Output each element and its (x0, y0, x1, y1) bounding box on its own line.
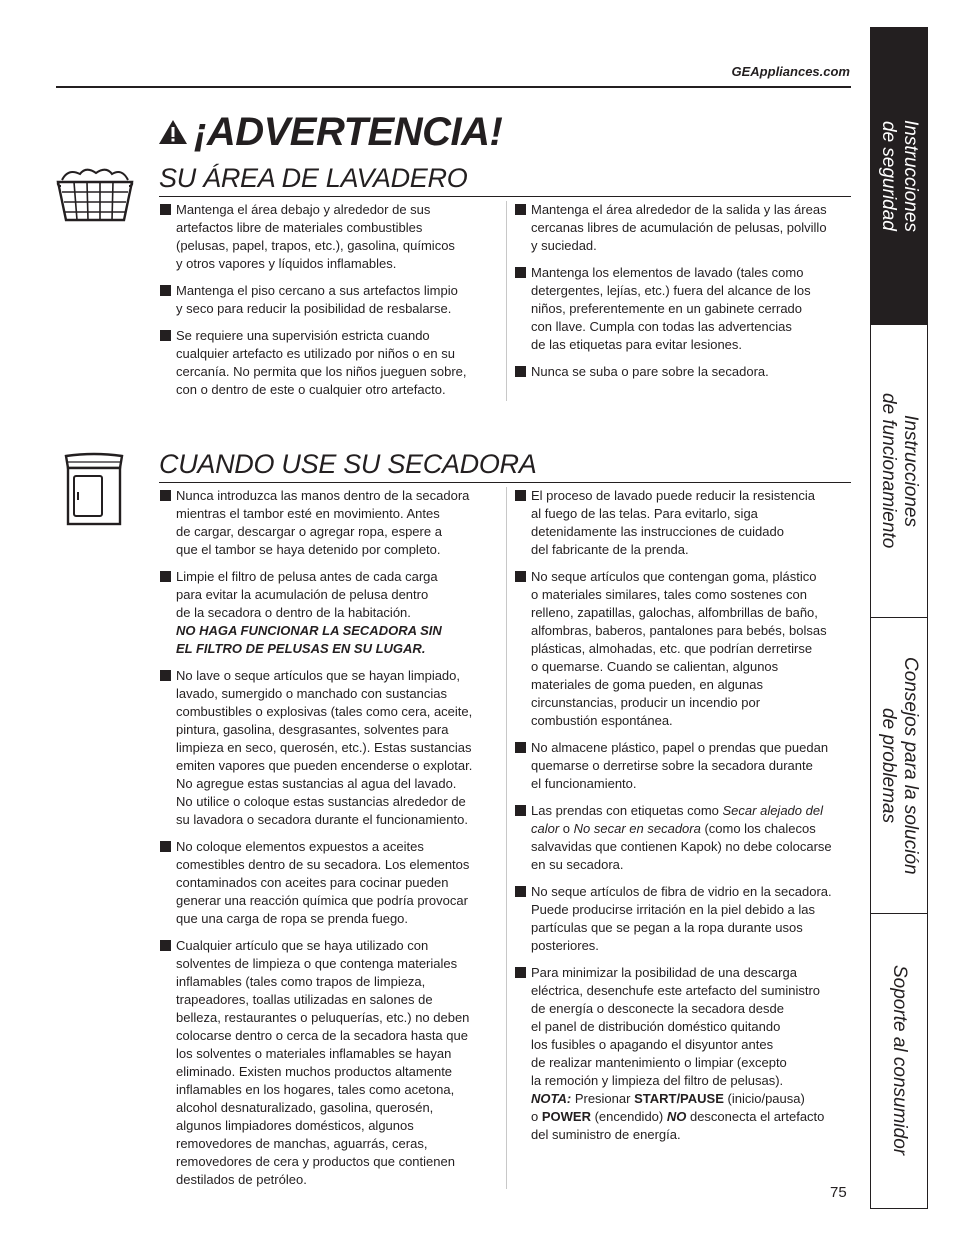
tab-consumer-support[interactable] (871, 914, 927, 1207)
laundry-right-column (515, 201, 860, 390)
warning-triangle-icon (158, 118, 188, 146)
dryer-icon (62, 452, 126, 528)
site-url[interactable]: GEAppliances.com (731, 64, 850, 79)
tab-label: Consejos para la solución de problemas (878, 656, 921, 875)
dryer-left-column (160, 487, 505, 1198)
list-item: El proceso de lavado puede reducir la resistencia al fuego de las telas. Para evitarlo, siga detenidamente las instrucciones de cuidado del fabricante de la prenda. (515, 487, 860, 559)
top-rule (56, 86, 851, 88)
list-item: Las prendas con etiquetas como Secar alejado del calor o No secar en secadora (como los chalecos salvavidas que contienen Kapok) no debe colocarse en su secadora. (515, 802, 860, 874)
section-title-dryer: CUANDO USE SU SECADORA (159, 449, 537, 479)
tab-troubleshooting[interactable] (871, 618, 927, 914)
list-item: Mantenga el área debajo y alrededor de sus artefactos libre de materiales combustibles (pelusas, papel, trapos, etc.), gasolina, químicos y otros vapores y líquidos inflamables. (160, 201, 500, 273)
list-item: Nunca introduzca las manos dentro de la secadora mientras el tambor esté en movimiento. Antes de cargar, descargar o agregar ropa, espere a que el tambor se haya detenido por completo. (160, 487, 505, 559)
tab-label: Instrucciones de seguridad (878, 120, 921, 232)
warning-title (158, 106, 502, 158)
list-item: No seque artículos de fibra de vidrio en la secadora. Puede producirse irritación en la piel debido a las partículas que se pegan a la ropa durante usos posteriores. (515, 883, 860, 955)
section-rule-dryer (159, 482, 851, 483)
list-item: Mantenga el piso cercano a sus artefactos limpio y seco para reducir la posibilidad de resbalarse. (160, 282, 500, 318)
list-item: Nunca se suba o pare sobre la secadora. (515, 363, 860, 381)
tab-label: Soporte al consumidor (889, 965, 910, 1156)
column-divider (506, 201, 507, 401)
column-divider (506, 487, 507, 1189)
laundry-left-column (160, 201, 500, 408)
list-item: No almacene plástico, papel o prendas que puedan quemarse o derretirse sobre la secadora durante el funcionamiento. (515, 739, 860, 793)
section-tabs (870, 27, 928, 1209)
list-item: Limpie el filtro de pelusa antes de cada carga para evitar la acumulación de pelusa dentro de la secadora o dentro de la habitación. NO HAGA FUNCIONAR LA SECADORA SIN EL FILTRO DE PELUSAS EN SU LUGAR. (160, 568, 505, 658)
list-item: No seque artículos que contengan goma, plástico o materiales similares, tales como sostenes con relleno, zapatillas, galochas, alfombrillas de baño, alfombras, baberos, pantalones para bebés, bolsas plásticas, almohadas, etc. que podrían derretirse o quemarse. Cuando se calientan, algunos materiales de goma pueden, en algunas circunstancias, producir un incendio por combustión espontánea. (515, 568, 860, 730)
warning-title-text: ¡ADVERTENCIA! (194, 109, 503, 154)
list-item: No coloque elementos expuestos a aceites comestibles dentro de su secadora. Los elementos contaminados con aceites para cocinar pueden generar una reacción química que podría provocar que una carga de ropa se prenda fuego. (160, 838, 505, 928)
list-item: Cualquier artículo que se haya utilizado con solventes de limpieza o que contenga materiales inflamables (tales como trapos de limpieza, trapeadores, toallas utilizadas en salones de belleza, restaurantes o peluquerías, etc.) no deben colocarse dentro o cerca de la secadora hasta que los solventes o materiales inflamables se hayan eliminado. Existen muchos productos altamente inflamables en los hogares, tales como acetona, alcohol desnaturalizado, gasolina, querosén, algunos limpiadores domésticos, algunos removedores de manchas, aguarrás, ceras, removedores de cera y productos que contienen destilados de petróleo. (160, 937, 505, 1189)
tab-label: Instrucciones de funcionamiento (878, 393, 921, 549)
list-item: Se requiere una supervisión estricta cuando cualquier artefacto es utilizado por niños o en su cercanía. No permita que los niños jueguen sobre, con o dentro de este o cualquier otro artefacto. (160, 327, 500, 399)
list-item: Para minimizar la posibilidad de una descarga eléctrica, desenchufe este artefacto del suministro de energía o desconecte la secadora desde el panel de distribución doméstico quitando los fusibles o apagando el disyuntor antes de realizar mantenimiento o limpiar (excepto la remoción y limpieza del filtro de pelusas). NOTA: Presionar START/PAUSE (inicio/pausa) o POWER (encendido) NO desconecta el artefacto del suministro de energía. (515, 964, 860, 1144)
laundry-basket-icon (56, 166, 134, 224)
list-item: Mantenga el área alrededor de la salida y las áreas cercanas libres de acumulación de pelusas, polvillo y suciedad. (515, 201, 860, 255)
section-rule-laundry (159, 196, 851, 197)
tab-operating-instructions[interactable] (871, 325, 927, 618)
list-item: No lave o seque artículos que se hayan limpiado, lavado, sumergido o manchado con sustancias combustibles o explosivas (tales como cera, aceite, pintura, gasolina, desgrasantes, solventes para limpieza en seco, querosén, etc.). Estas sustancias emiten vapores que pueden encenderse o explotar. No agregue estas sustancias al agua del lavado. No utilice o coloque estas sustancias alrededor de su lavadora o secadora durante el funcionamiento. (160, 667, 505, 829)
page-number: 75 (830, 1184, 847, 1201)
tab-safety-instructions[interactable] (871, 28, 927, 325)
section-title-laundry: SU ÁREA DE LAVADERO (159, 163, 468, 193)
list-item: Mantenga los elementos de lavado (tales como detergentes, lejías, etc.) fuera del alcance de los niños, preferentemente en un gabinete cerrado con llave. Cumpla con todas las advertencias de las etiquetas para evitar lesiones. (515, 264, 860, 354)
dryer-right-column (515, 487, 860, 1153)
